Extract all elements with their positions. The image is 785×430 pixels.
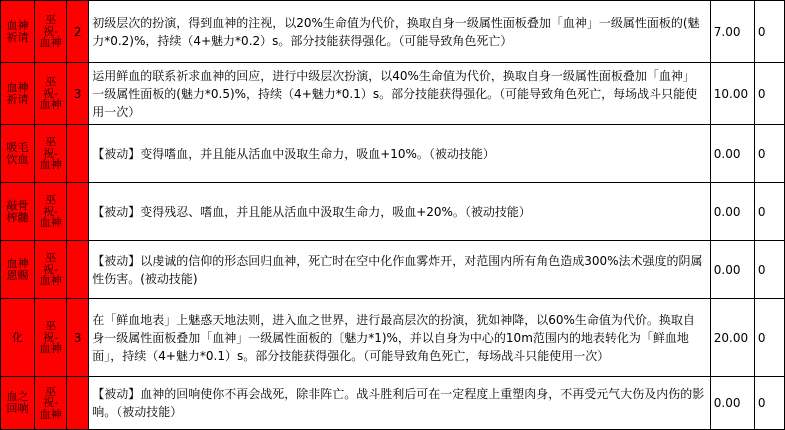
skill-note-cell: 0 — [754, 299, 784, 377]
skill-name-cell: 化 — [1, 299, 35, 377]
skill-tag-cell: 巫祝-血神 — [35, 377, 67, 430]
table-row — [1, 241, 785, 299]
skill-cost-cell: 10.00 — [710, 63, 754, 125]
table-row — [1, 63, 785, 125]
skill-desc-cell: 运用鲜血的联系祈求血神的回应，进行中级层次扮演，以40%生命值为代价，换取自身一级属性面板叠加「血神」一级属性面板的(魅力*0.5)%，持续（4+魅力*0.1）s。部分技能获得强化。（可能导致角色死亡，每场战斗只能使用一次） — [89, 63, 711, 125]
table-row — [1, 1, 785, 63]
skill-cost-cell: 20.00 — [710, 299, 754, 377]
skill-cost-cell: 0.00 — [710, 183, 754, 241]
skill-name-cell: 血神祈请 — [1, 1, 35, 63]
skill-note-cell: 0 — [754, 377, 784, 430]
skill-tag-cell: 巫祝-血神 — [35, 125, 67, 183]
skill-level-cell: 2 — [67, 1, 89, 63]
table-row — [1, 125, 785, 183]
table-row — [1, 377, 785, 430]
skill-tag-cell: 巫祝-血神 — [35, 241, 67, 299]
skill-note-cell: 0 — [754, 63, 784, 125]
skill-name-cell: 吸毛饮血 — [1, 125, 35, 183]
skill-note-cell: 0 — [754, 125, 784, 183]
skill-level-cell: 3 — [67, 299, 89, 377]
skill-cost-cell: 0.00 — [710, 125, 754, 183]
skill-tag-cell: 巫祝-血神 — [35, 299, 67, 377]
skill-note-cell: 0 — [754, 183, 784, 241]
skill-name-cell: 血之回响 — [1, 377, 35, 430]
skill-desc-cell: 【被动】血神的回响使你不再会战死，除非阵亡。战斗胜利后可在一定程度上重塑肉身，不再受元气大伤及内伤的影响。（被动技能） — [89, 377, 711, 430]
skill-level-cell — [67, 183, 89, 241]
skill-desc-cell: 【被动】以虔诚的信仰的形态回归血神，死亡时在空中化作血雾炸开，对范围内所有角色造成300%法术强度的阴属性伤害。(被动技能) — [89, 241, 711, 299]
skill-table-body — [1, 1, 785, 430]
skill-cost-cell: 0.00 — [710, 377, 754, 430]
table-row — [1, 183, 785, 241]
skill-level-cell: 3 — [67, 63, 89, 125]
skill-desc-cell: 在「鲜血地表」上魅惑天地法则，进入血之世界，进行最高层次的扮演，犹如神降，以60%生命值为代价。换取自身一级属性面板叠加「血神」一级属性面板的〔魅力*1)%，并以自身为中心的10m范围内的地表转化为「鲜血地面」，持续（4+魅力*0.1）s。部分技能获得强化。（可能导致角色死亡，每场战斗只能使用一次） — [89, 299, 711, 377]
table-row — [1, 299, 785, 377]
skill-tag-cell: 巫祝-血神 — [35, 63, 67, 125]
skill-name-cell: 血神恩赐 — [1, 241, 35, 299]
skill-tag-cell: 巫祝-血神 — [35, 1, 67, 63]
skill-level-cell — [67, 377, 89, 430]
skill-note-cell: 0 — [754, 1, 784, 63]
skill-desc-cell: 【被动】变得残忍、嗜血，并且能从活血中汲取生命力，吸血+20%。（被动技能） — [89, 183, 711, 241]
skill-note-cell: 0 — [754, 241, 784, 299]
skill-cost-cell: 0.00 — [710, 241, 754, 299]
skill-tag-cell: 巫祝-血神 — [35, 183, 67, 241]
skill-level-cell — [67, 241, 89, 299]
skill-desc-cell: 初级层次的扮演，得到血神的注视，以20%生命值为代价，换取自身一级属性面板叠加「血神」一级属性面板的(魅力*0.2)%，持续（4+魅力*0.2）s。部分技能获得强化。（可能导致角色死亡） — [89, 1, 711, 63]
skill-cost-cell: 7.00 — [710, 1, 754, 63]
skill-level-cell — [67, 125, 89, 183]
skill-desc-cell: 【被动】变得嗜血，并且能从活血中汲取生命力，吸血+10%。（被动技能） — [89, 125, 711, 183]
skill-name-cell: 敲骨榨髓 — [1, 183, 35, 241]
skill-name-cell: 血神祈请 — [1, 63, 35, 125]
